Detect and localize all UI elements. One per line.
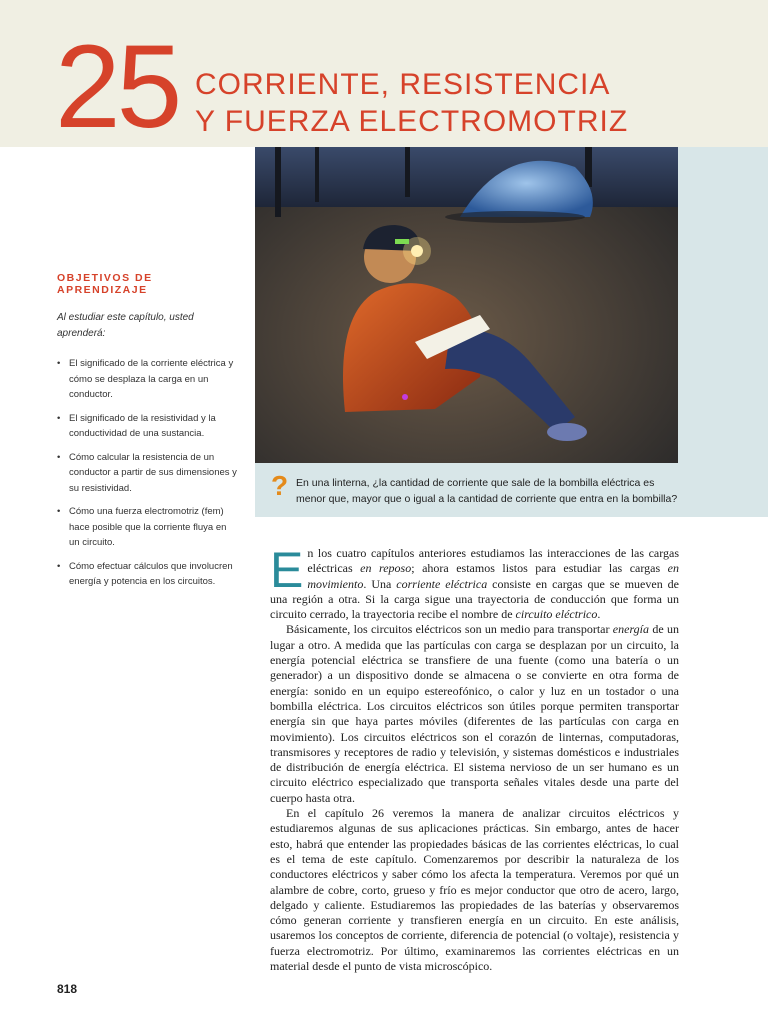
chapter-photo xyxy=(255,147,678,463)
objective-item: • Cómo calcular la resistencia de un conductor a partir de sus dimensiones y su resistividad. xyxy=(57,450,237,497)
paragraph-2 xyxy=(270,622,679,806)
chapter-title-line2: Y FUERZA ELECTROMOTRIZ xyxy=(195,105,629,138)
chapter-number: 25 xyxy=(55,21,179,153)
italic-term: en reposo xyxy=(360,561,412,576)
chapter-title-line1: CORRIENTE, RESISTENCIA xyxy=(195,68,611,101)
chapter-header xyxy=(0,0,768,153)
photo-caption xyxy=(255,463,768,517)
drop-cap: E xyxy=(270,542,304,598)
text-run: Básicamente, los circuitos eléctricos son un medio para transportar xyxy=(286,622,613,637)
text-run: de un lugar a otro. A medida que las partículas con carga se desplazan por un circuito, la energía potencial eléctrica se transfiere de una fuente (como una batería o un generador) a un dispositivo donde se almacena o se convierte en otra forma de energía: sonido en un equipo estereofónico, o calor y luz en un tostador o una bombilla eléctrica. Los circuitos eléctricos son útiles porque permiten transportar energía sin que haya partes móviles (diferentes de las partículas con carga en movimiento). Los circuitos eléctricos son el corazón de linternas, computadoras, transmisores y receptores de radio y televisión, y sistemas domésticos e industriales de distribución de energía eléctrica. El sistema nervioso de un ser humano es un circuito eléctrico especializado que transporta señales vitales desde una parte del cuerpo hasta otra. xyxy=(270,622,679,805)
italic-term: en movimiento xyxy=(307,561,679,591)
objective-item: • Cómo una fuerza electromotriz (fem) hace posible que la corriente fluya en un circuito. xyxy=(57,504,237,551)
objectives-intro: Al estudiar este capítulo, usted aprenderá: xyxy=(57,312,194,339)
text-run: ; ahora estamos listos para estudiar las cargas xyxy=(411,561,668,576)
text-run: . xyxy=(597,607,601,622)
page-number: 818 xyxy=(57,982,78,996)
camping-reader-illustration xyxy=(255,147,678,463)
objective-item: • El significado de la resistividad y la conductividad de una sustancia. xyxy=(57,411,237,442)
paragraph-3: En el capítulo 26 veremos la manera de analizar circuitos eléctricos y estudiaremos algunas de sus aplicaciones prácticas. Sin embargo, antes de hacer esto, habrá que entender las propiedades básicas de las corrientes eléctricas, lo cual es el tema de este capítulo. Comenzaremos por describir la naturaleza de los conductores eléctricos y saber cómo los afecta la temperatura. Veremos por qué un alambre de cobre, corto, grueso y frío es mejor conductor que otro de acero, largo, delgado y caliente. Estudiaremos las propiedades de las baterías y observaremos cómo generan corriente y transfieren energía en un circuito. En este análisis, usaremos los conceptos de corriente, diferencia de potencial (o voltaje), resistencia y fuerza electromotriz. Por último, examinaremos las corrientes eléctricas en un material desde el punto de vista microscópico. xyxy=(270,806,679,974)
chapter-body-text xyxy=(270,542,679,974)
objective-item: • Cómo efectuar cálculos que involucren energía y potencia en los circuitos. xyxy=(57,559,237,590)
text-run: n los cuatro capítulos anteriores estudiamos las interacciones de las cargas eléctricas xyxy=(307,546,679,576)
question-mark-icon: ? xyxy=(271,470,289,501)
text-run: . Una xyxy=(363,576,397,591)
learning-objectives xyxy=(57,272,237,598)
italic-term: circuito eléctrico xyxy=(515,607,598,622)
italic-term: corriente eléctrica xyxy=(396,576,488,591)
objectives-heading: OBJETIVOS DE APRENDIZAJE xyxy=(57,272,153,296)
objective-item: • El significado de la corriente eléctrica y cómo se desplaza la carga en un conductor. xyxy=(57,356,237,403)
text-run: consiste en cargas que se mueven de una región a otra. Si la carga sigue una trayectoria de conducción que forma un circuito cerrado, la trayectoria recibe el nombre de xyxy=(270,576,679,622)
caption-text: En una linterna, ¿la cantidad de corriente que sale de la bombilla eléctrica es menor que, mayor que o igual a la cantidad de corriente que entra en la bombilla? xyxy=(296,477,678,505)
side-color-band xyxy=(678,147,768,517)
chapter-title xyxy=(195,66,628,140)
italic-term: energía xyxy=(612,622,650,637)
objectives-list xyxy=(57,356,237,590)
paragraph-1 xyxy=(270,542,679,622)
